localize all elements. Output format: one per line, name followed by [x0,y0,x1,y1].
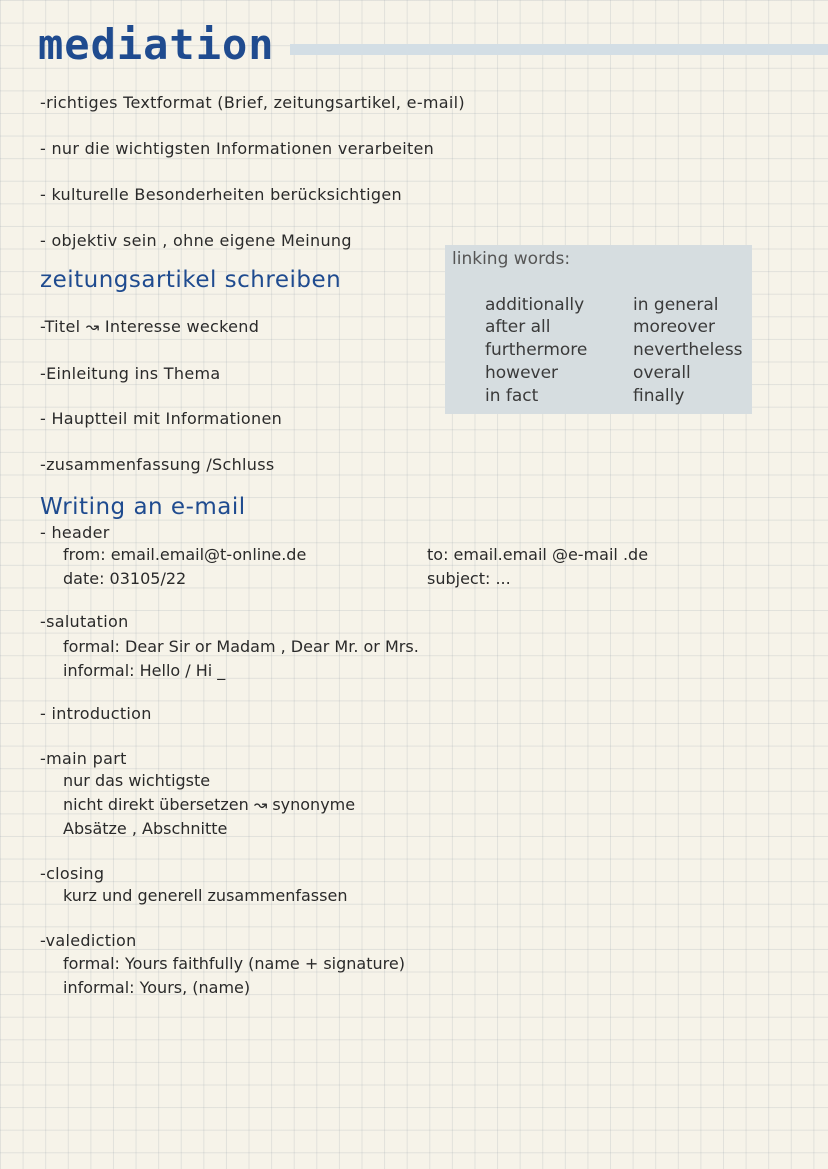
title-highlight [290,44,828,55]
email-section-label: -main part [40,749,127,768]
salutation-informal: informal: Hello / Hi _ [63,661,226,680]
email-section-label: - introduction [40,704,152,723]
salutation-formal: formal: Dear Sir or Madam , Dear Mr. or Mrs. [63,637,419,656]
linking-word: finally [633,386,685,406]
linking-word: however [485,363,559,383]
article-point: - Hauptteil mit Informationen [40,409,283,428]
email-heading: Writing an e-mail [40,494,246,520]
email-section-label: -salutation [40,612,129,631]
mediation-point: -richtiges Textformat (Brief, zeitungsartikel, e-mail) [40,93,465,112]
email-from: from: email.email@t-online.de [63,545,307,564]
linking-word: additionally [485,295,585,315]
mediation-point: - kulturelle Besonderheiten berücksichtigen [40,185,402,204]
email-section-label: -valediction [40,931,137,950]
valediction-formal: formal: Yours faithfully (name + signature) [63,954,405,973]
linking-word: in general [633,295,719,315]
mediation-point: - nur die wichtigsten Informationen verarbeiten [40,139,435,158]
linking-word: overall [633,363,691,383]
main-part-line: nur das wichtigste [63,771,211,790]
linking-word: nevertheless [633,340,743,360]
article-point: -Einleitung ins Thema [40,364,221,383]
article-heading: zeitungsartikel schreiben [40,267,342,293]
linking-word: after all [485,317,551,337]
email-date: date: 03105/22 [63,569,187,588]
linking-words-title: linking words: [452,249,571,269]
mediation-point: - objektiv sein , ohne eigene Meinung [40,231,352,250]
email-section-label: - header [40,523,110,542]
email-section-label: -closing [40,864,105,883]
article-point: -zusammenfassung /Schluss [40,455,275,474]
linking-words-box [445,245,752,414]
linking-word: furthermore [485,340,588,360]
closing-line: kurz und generell zusammenfassen [63,886,348,905]
email-to: to: email.email @e-mail .de [427,545,649,564]
valediction-informal: informal: Yours, (name) [63,978,251,997]
email-subject: subject: ... [427,569,511,588]
page-title: mediation [38,20,275,69]
main-part-line: Absätze , Abschnitte [63,819,228,838]
main-part-line: nicht direkt übersetzen ↝ synonyme [63,795,356,814]
article-point: -Titel ↝ Interesse weckend [40,317,260,336]
linking-word: moreover [633,317,715,337]
linking-word: in fact [485,386,539,406]
